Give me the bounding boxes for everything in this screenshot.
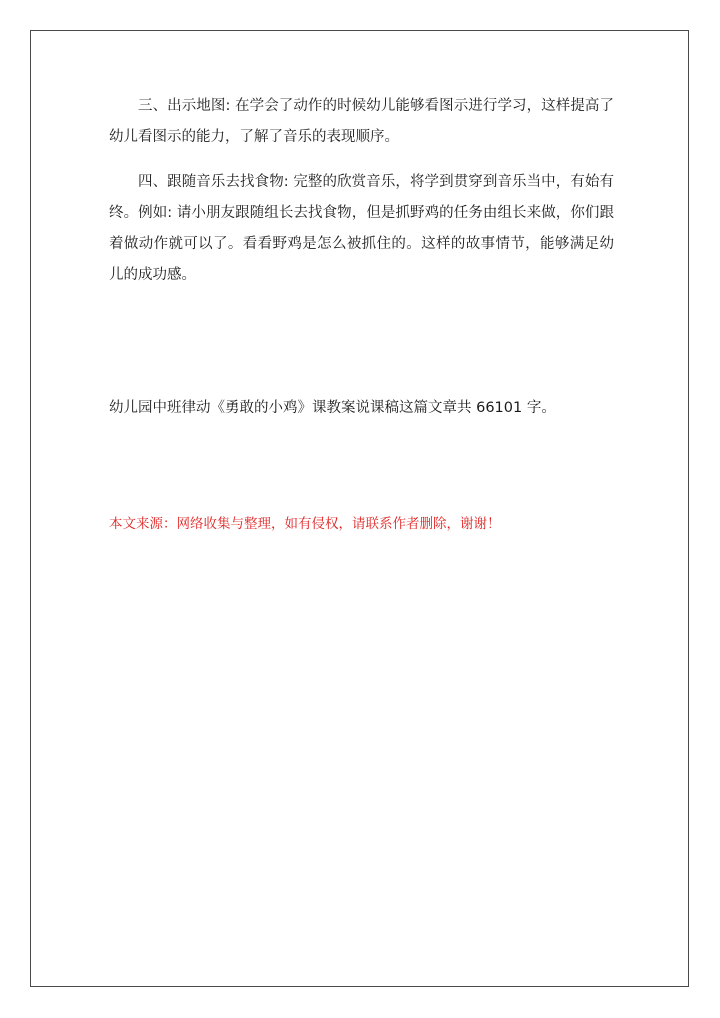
paragraph-follow-music: 四、跟随音乐去找食物: 完整的欣赏音乐，将学到贯穿到音乐当中，有始有终。例如: 请小朋友跟随组长去找食物，但是抓野鸡的任务由组长来做，你们跟着做动作就可以了。看看野鸡是怎么被抓住的。这样的故事情节，能够满足幼儿的成功感。 <box>109 174 614 283</box>
document-body-2 <box>109 167 614 291</box>
paragraph-show-map: 三、出示地图: 在学会了动作的时候幼儿能够看图示进行学习，这样提高了幼儿看图示的能力，了解了音乐的表现顺序。 <box>109 98 614 145</box>
article-summary: 幼儿园中班律动《勇敢的小鸡》课教案说课稿这篇文章共 66101 字。 <box>109 400 556 416</box>
source-note: 本文来源：网络收集与整理，如有侵权，请联系作者删除，谢谢！ <box>109 516 501 532</box>
document-body-1 <box>109 91 614 153</box>
